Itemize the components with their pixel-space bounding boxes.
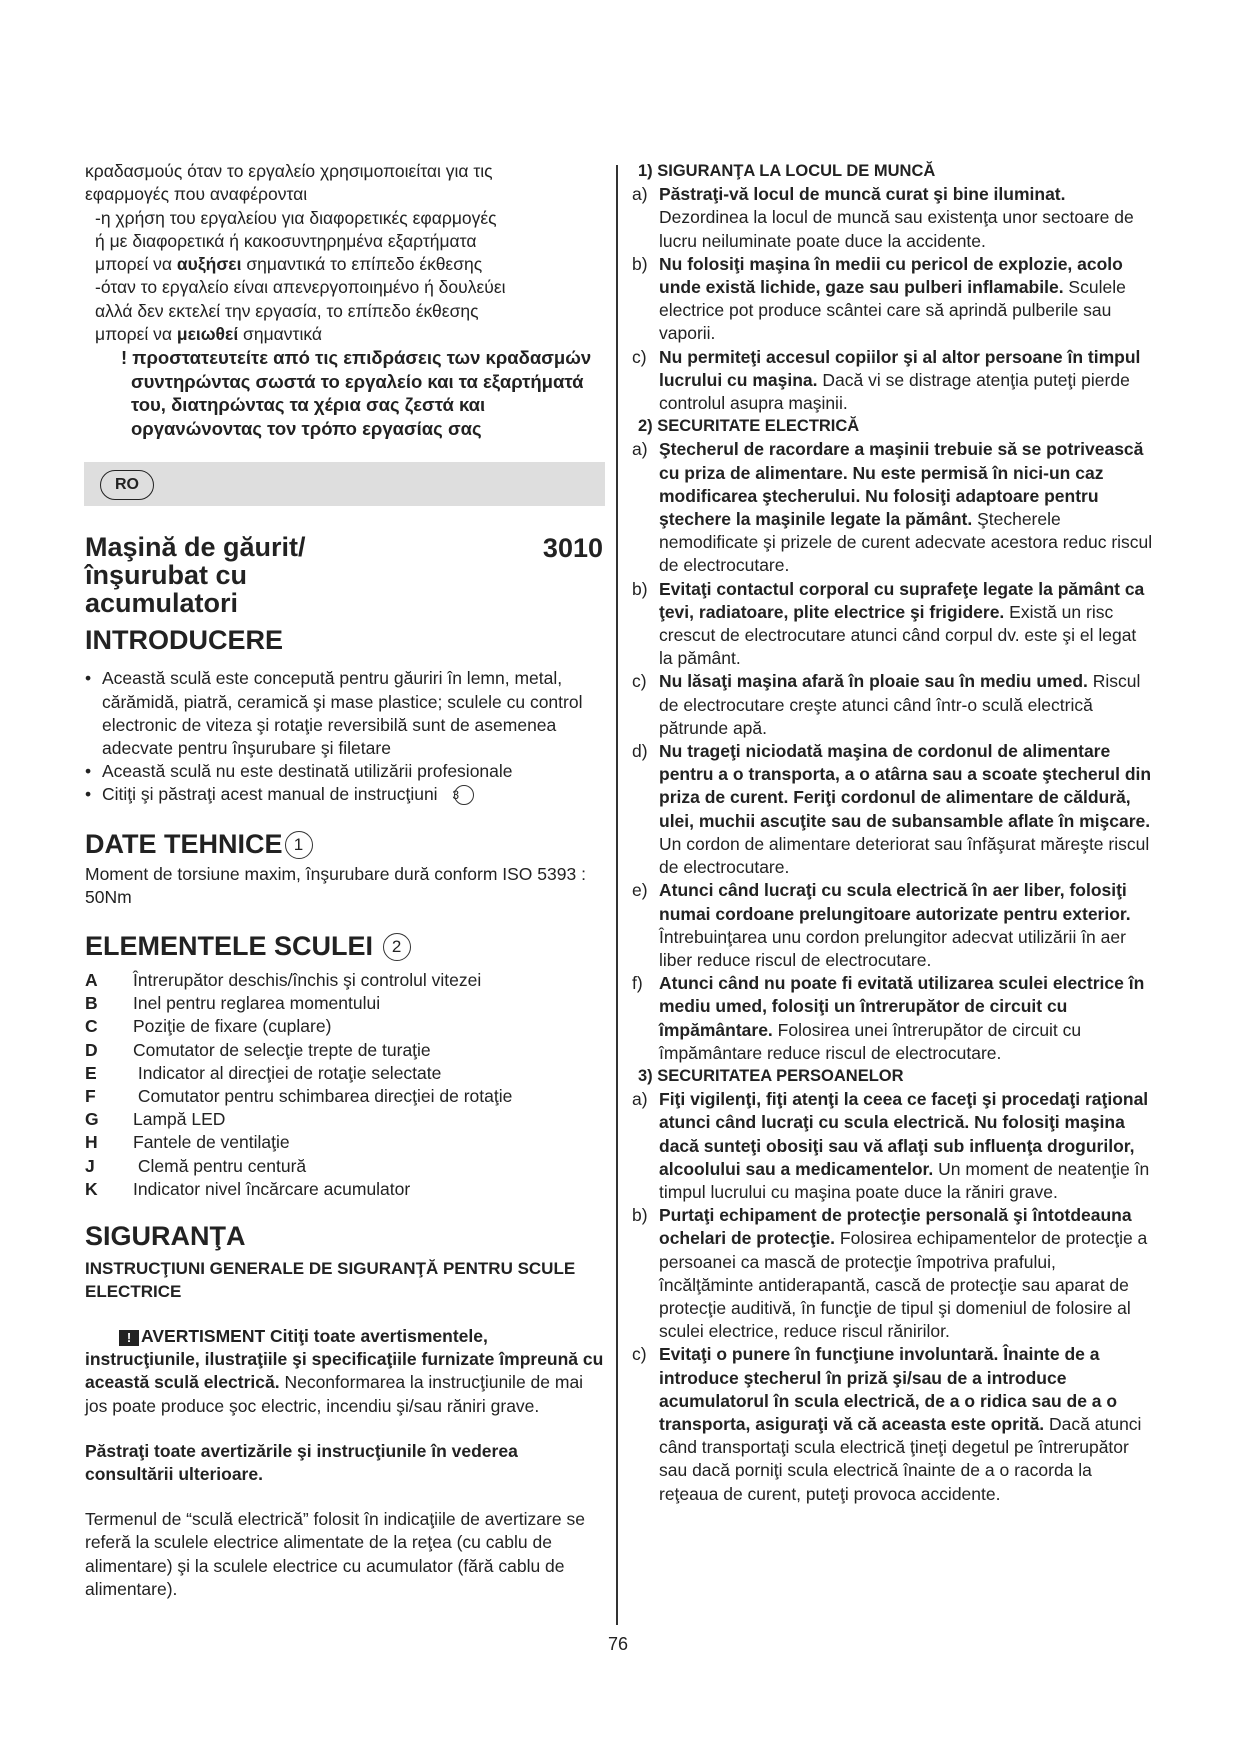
list-item: b) Nu folosiţi maşina în medii cu pericol de explozie, acolo unde există lichide, gaze sau pulberi inflamabile. Sculele electrice pot produce scântei care să aprindă pulberile sau vaporii.	[632, 253, 1126, 344]
greek-vibration-text	[85, 160, 605, 440]
greek-line: αλλά δεν εκτελεί την εργασία, το επίπεδο έκθεσης	[95, 300, 479, 321]
list-item: d) Nu trageţi niciodată maşina de cordonul de alimentare pentru a o transporta, a o atârna sau a scoate ştecherul din priza de curent. Feriţi cordonul de alimentare de căldură, ulei, muchii ascuţite sau de subansamble aflate în mişcare. Un cordon de alimentare deteriorat sau înfăşurat măreşte riscul de electrocutare.	[632, 741, 1152, 878]
figure-ref-icon: 3	[454, 785, 474, 805]
list-item: b) Purtaţi echipament de protecţie personală şi întotdeauna ochelari de protecţie. Folosirea echipamentelor de protecţie a persoanei ca mască de protecţie împotriva prafului, încălţăminte antiderapantă, cască de protecţie sau aparat de protecţie auditivă, în funcţie de tipul şi domeniul de folosire al sculei electrice, reduce riscul rănirilor.	[632, 1205, 1148, 1342]
figure-ref-icon: 1	[285, 831, 313, 859]
section-heading: 3) SECURITATEA PERSOANELOR	[638, 1066, 904, 1085]
list-item: F Comutator pentru schimbarea direcţiei de rotaţie	[85, 1086, 513, 1107]
list-item: D Comutator de selecţie trepte de turaţie	[85, 1039, 431, 1060]
keep-instructions: Păstraţi toate avertizările şi instrucţiunile în vederea consultării ulterioare.	[85, 1440, 518, 1485]
list-item: c) Evitaţi o punere în funcţiune involuntară. Înainte de a introduce ştecherul în priză şi/sau de a introduce acumulatorul în scula electrică, de a o ridica sau de a o transporta, asiguraţi vă că aceasta este oprită. Dacă atunci când transportaţi scula electrică ţineţi degetul pe întrerupător sau dacă porniţi scula electrică înainte de a o racorda la reţeaua de curent, puteţi provoca accidente.	[632, 1344, 1142, 1504]
list-item: • Această sculă este concepută pentru găuriri în lemn, metal, cărămidă, piatră, ceramică şi mase plastice; sculele cu control electronic de viteza şi rotaţie reversibilă sunt de asemenea adecvate pentru înşurubare şi filetare	[85, 668, 583, 758]
right-column	[632, 160, 1154, 1506]
greek-bold-warning: ! προστατευτείτε από τις επιδράσεις των κραδασμών συντηρώντας σωστά το εργαλείο και τα εξαρτήματά του, διατηρώντας τα χέρια σας ζεστά και οργανώνοντας τον τρόπο εργασίας σας	[121, 347, 592, 439]
intro-list	[85, 667, 605, 806]
elements-heading: ELEMENTELE SCULEI 2	[85, 931, 605, 961]
safety-heading: SIGURANŢA	[85, 1221, 246, 1252]
list-item: a) Ştecherul de racordare a maşinii trebuie să se potrivească cu priza de alimentare. Nu este permisă în nici-un caz modificarea ştecherului. Nu folosiţi adaptoare pentru ştechere la maşinile legate la pământ. Ştecherele nemodificate şi prizele de curent adecvate acestora reduc riscul de electrocutare.	[632, 439, 1153, 576]
parts-list	[85, 969, 605, 1201]
title-block	[85, 533, 605, 617]
list-item: C Poziţie de fixare (cuplare)	[85, 1016, 332, 1037]
warning-triangle-icon: !	[119, 1330, 139, 1346]
page-number: 76	[608, 1634, 629, 1654]
tech-text: Moment de torsiune maxim, înşurubare dură conform ISO 5393 : 50Nm	[85, 863, 586, 907]
list-item: E Indicator al direcţiei de rotaţie selectate	[85, 1062, 442, 1083]
list-item: • Citiţi şi păstraţi acest manual de instrucţiuni 3	[85, 783, 605, 806]
intro-heading: INTRODUCERE	[85, 625, 284, 656]
tech-heading: DATE TEHNICE 1	[85, 829, 605, 859]
list-item: K Indicator nivel încărcare acumulator	[85, 1178, 411, 1199]
list-item: H Fantele de ventilaţie	[85, 1132, 290, 1153]
list-item: A Întrerupător deschis/închis şi controlul vitezei	[85, 970, 482, 990]
list-item: c) Nu lăsaţi maşina afară în ploaie sau în mediu umed. Riscul de electrocutare creşte atunci când într-o sculă electrică pătrunde apă.	[632, 671, 1141, 738]
greek-line: -η χρήση του εργαλείου για διαφορετικές εφαρμογές	[95, 207, 497, 228]
list-item: f) Atunci când nu poate fi evitată utilizarea sculei electrice în mediu umed, folosiţi un întrerupător de circuit cu împământare. Folosirea unei întrerupător de circuit cu împământare reduce riscul de electrocutare.	[632, 973, 1145, 1063]
product-title: Maşină de găurit/ înşurubat cu acumulatori	[85, 532, 306, 619]
section-heading: 2) SECURITATE ELECTRICĂ	[638, 417, 860, 436]
list-item: J Clemă pentru centură	[85, 1155, 307, 1176]
list-item: B Inel pentru reglarea momentului	[85, 993, 381, 1014]
list-item: e) Atunci când lucraţi cu scula electrică în aer liber, folosiţi numai cordoane prelungitoare autorizate pentru exterior. Întrebuinţarea unu cordon prelungitor adecvat utilizării în aer liber reduce riscul de electrocutare.	[632, 880, 1131, 970]
list-item: b) Evitaţi contactul corporal cu suprafeţe legate la pământ ca ţevi, radiatoare, plite electrice şi frigidere. Există un risc crescut de electrocutare atunci când corpul dv. este şi el legat la pământ.	[632, 578, 1145, 669]
greek-line: μπορεί να μειωθεί σημαντικά	[95, 324, 322, 345]
list-item: c) Nu permiteţi accesul copiilor şi al altor persoane în timpul lucrului cu maşina. Dacă vi se distrage atenţia puteţi pierde controlul asupra maşinii.	[632, 346, 1141, 414]
list-item: a) Păstraţi-vă locul de muncă curat şi bine iluminat. Dezordinea la locul de muncă sau existenţa unor sectoare de lucru neiluminate poate duce la accidente.	[632, 184, 1134, 251]
left-column	[85, 160, 605, 1601]
figure-ref-icon: 2	[383, 933, 411, 961]
section-heading: 1) SIGURANŢA LA LOCUL DE MUNCĂ	[638, 162, 936, 180]
list-item: a) Fiţi vigilenţi, fiţi atenţi la ceea ce faceţi şi procedaţi raţional atunci când lucraţi cu scula electrică. Nu folosiţi maşina dacă sunteţi obosiţi sau vă aflaţi sub influenţa drogurilor, alcoolului sau a medicamentelor. Un moment de neatenţie în timpul lucrului cu maşina poate duce la răniri grave.	[632, 1089, 1150, 1202]
greek-line: -όταν το εργαλείο είναι απενεργοποιημένο ή δουλεύει	[95, 277, 506, 298]
term-definition: Termenul de “sculă electrică” folosit în indicaţiile de avertizare se referă la sculele electrice alimentate de la reţea (cu cablu de alimentare) şi la sculele electrice cu acumulator (fără cablu de alimentare).	[85, 1509, 585, 1599]
greek-line: μπορεί να αυξήσει σημαντικά το επίπεδο έκθεσης	[95, 254, 483, 275]
greek-line: κραδασμούς όταν το εργαλείο χρησιμοποιείται για τις	[85, 161, 493, 181]
safety-rules	[632, 160, 1154, 1506]
column-divider	[616, 165, 618, 1625]
language-bar	[84, 462, 605, 506]
safety-subheading: INSTRUCŢIUNI GENERALE DE SIGURANŢĂ PENTRU SCULE ELECTRICE	[85, 1259, 576, 1302]
greek-line: ή με διαφορετικά ή κακοσυντηρημένα εξαρτήματα	[95, 230, 477, 251]
warning-paragraph: ! AVERTISMENT Citiţi toate avertismentele, instrucţiunile, ilustraţiile şi specificaţiile furnizate împreună cu această sculă electrică. Neconformarea la instrucţiunile de mai jos poate produce şoc electric, incendiu şi/sau răniri grave.	[85, 1326, 604, 1416]
language-badge: RO	[100, 470, 154, 500]
list-item: G Lampă LED	[85, 1109, 226, 1130]
greek-line: εφαρμογές που αναφέρονται	[85, 184, 308, 205]
list-item: • Această sculă nu este destinată utilizării profesionale	[85, 761, 513, 782]
model-number: 3010	[542, 533, 603, 564]
